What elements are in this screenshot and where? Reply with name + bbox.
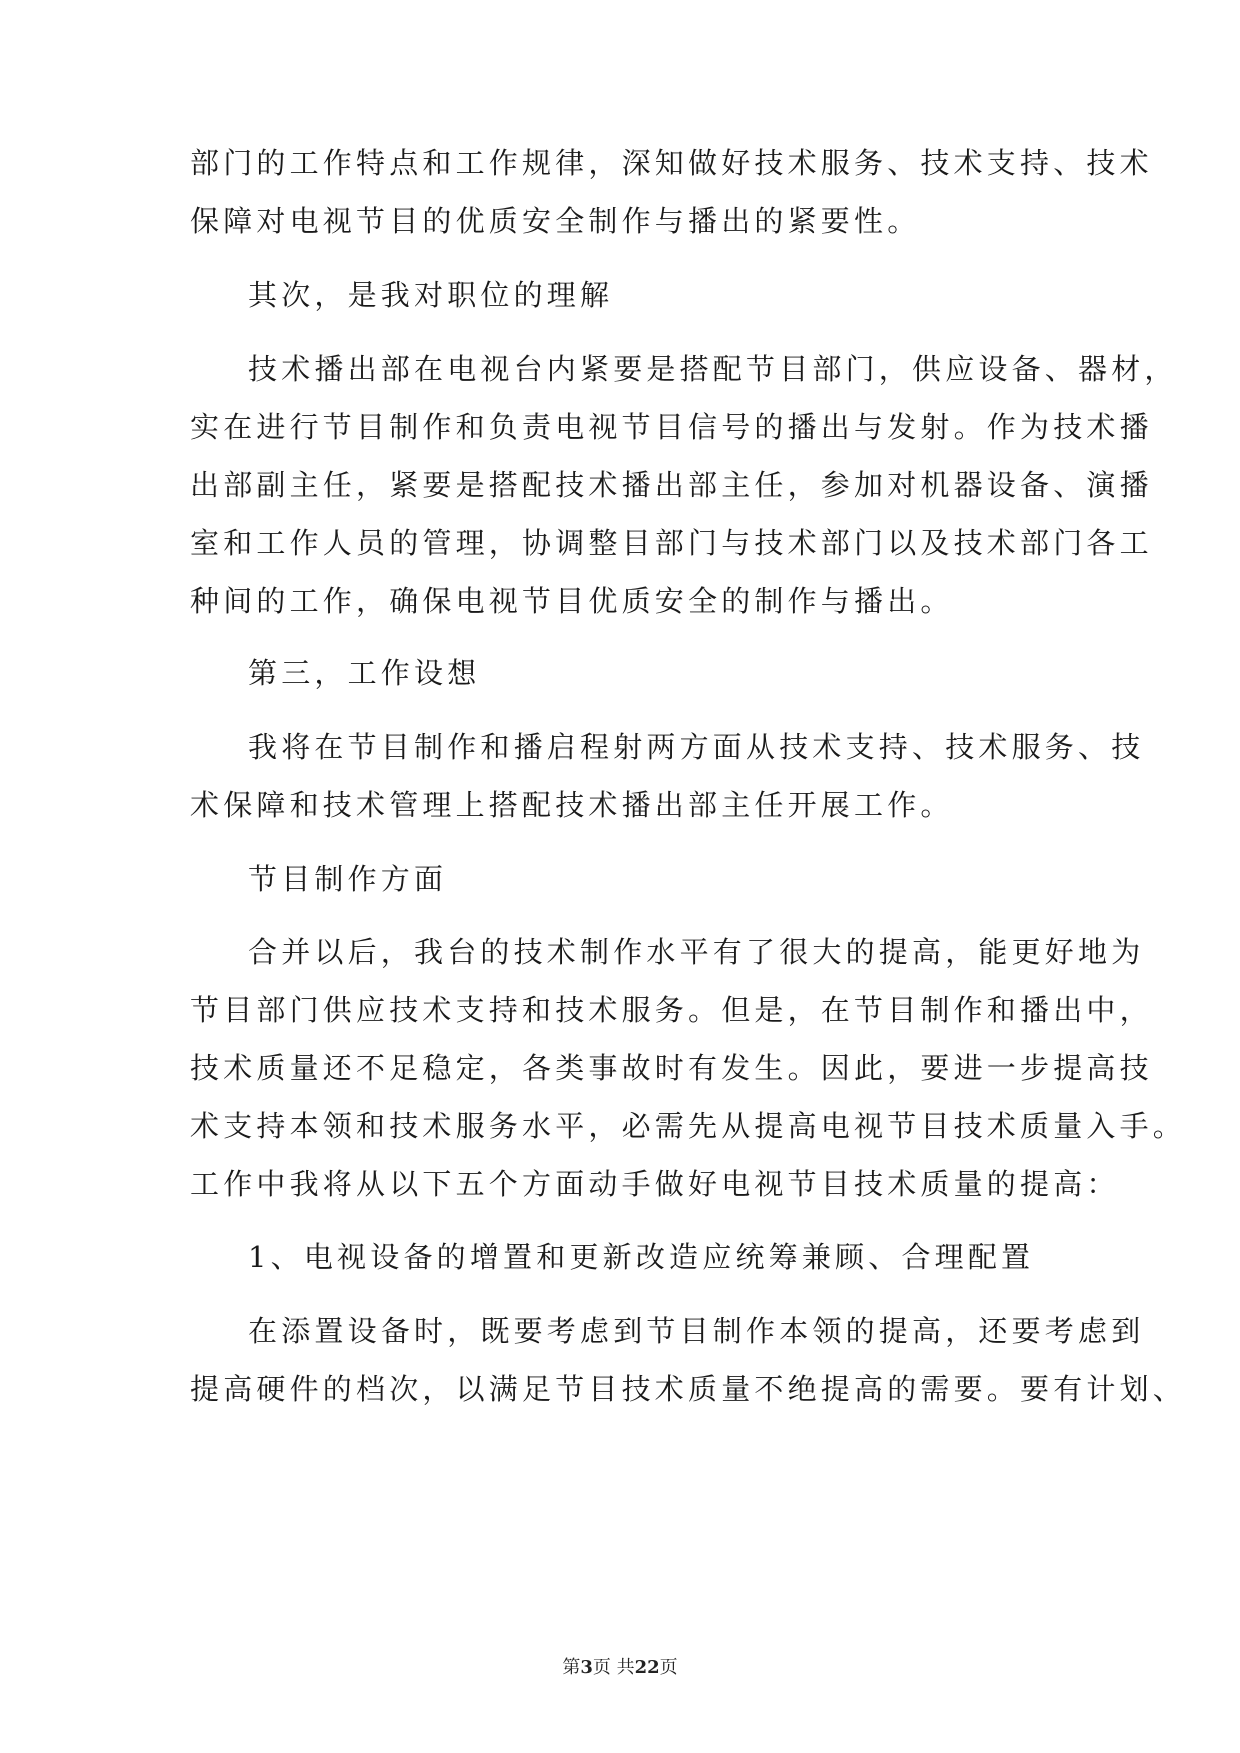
section-heading: 其次，是我对职位的理解	[248, 278, 614, 312]
section-heading: 节目制作方面	[248, 862, 448, 896]
paragraph-first-line: 我将在节目制作和播启程射两方面从技术支持、技术服务、技	[248, 730, 1145, 764]
paragraph-first-line: 技术播出部在电视台内紧要是搭配节目部门，供应设备、器材，	[248, 352, 1178, 386]
current-page-number: 3	[580, 1657, 593, 1678]
paragraph-first-line: 合并以后，我台的技术制作水平有了很大的提高，能更好地为	[248, 935, 1145, 969]
text-line: 出部副主任，紧要是搭配技术播出部主任，参加对机器设备、演播	[190, 468, 1153, 502]
total-page-number: 22	[634, 1657, 660, 1678]
footer-middle: 页 共	[592, 1657, 635, 1678]
text-line: 保障对电视节目的优质安全制作与播出的紧要性。	[190, 204, 921, 238]
text-line: 术保障和技术管理上搭配技术播出部主任开展工作。	[190, 788, 954, 822]
text-line: 节目部门供应技术支持和技术服务。但是，在节目制作和播出中，	[190, 993, 1153, 1027]
text-line: 室和工作人员的管理，协调整目部门与技术部门以及技术部门各工	[190, 526, 1153, 560]
footer-prefix: 第	[562, 1657, 581, 1678]
text-line: 工作中我将从以下五个方面动手做好电视节目技术质量的提高：	[190, 1167, 1120, 1201]
paragraph-first-line: 在添置设备时，既要考虑到节目制作本领的提高，还要考虑到	[248, 1314, 1145, 1348]
page-footer	[0, 1655, 1240, 1681]
footer-suffix: 页	[659, 1657, 678, 1678]
text-line: 提高硬件的档次，以满足节目技术质量不绝提高的需要。要有计划、	[190, 1372, 1187, 1406]
text-line: 种间的工作，确保电视节目优质安全的制作与播出。	[190, 584, 954, 618]
text-line: 实在进行节目制作和负责电视节目信号的播出与发射。作为技术播	[190, 410, 1153, 444]
numbered-item: 1、电视设备的增置和更新改造应统筹兼顾、合理配置	[248, 1240, 1035, 1274]
text-line: 技术质量还不足稳定，各类事故时有发生。因此，要进一步提高技	[190, 1051, 1153, 1085]
text-line: 术支持本领和技术服务水平，必需先从提高电视节目技术质量入手。	[190, 1109, 1187, 1143]
section-heading: 第三，工作设想	[248, 656, 481, 690]
text-line: 部门的工作特点和工作规律，深知做好技术服务、技术支持、技术	[190, 146, 1153, 180]
